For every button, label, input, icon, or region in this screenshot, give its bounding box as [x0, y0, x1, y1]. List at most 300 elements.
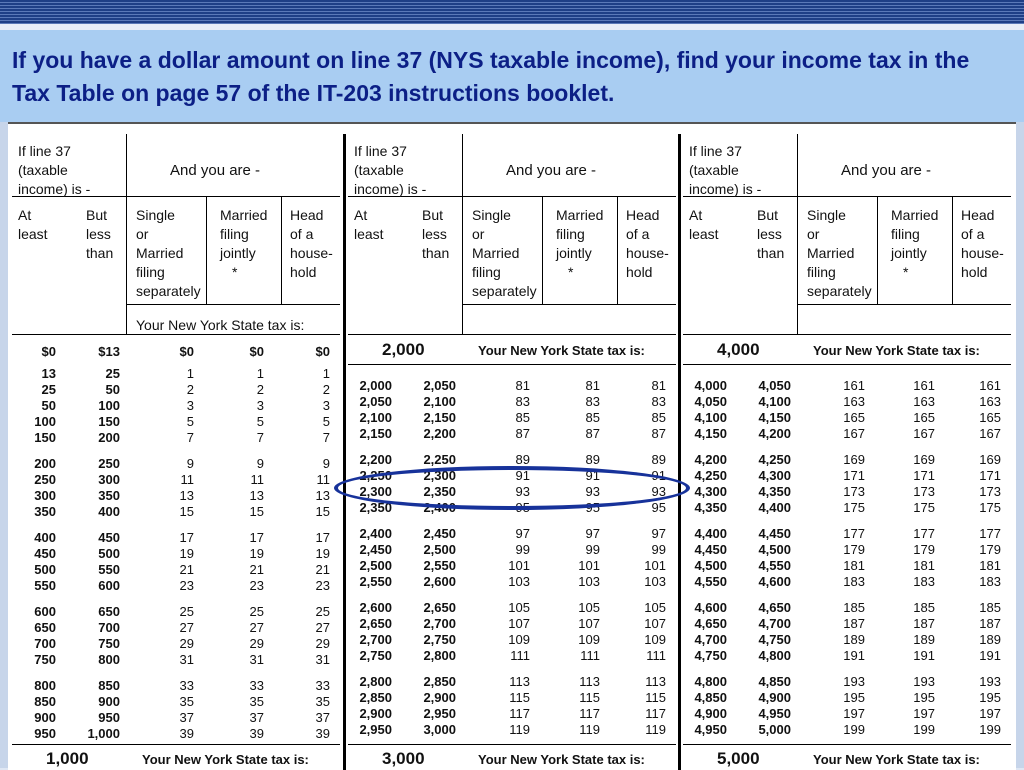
table-row	[683, 574, 1011, 590]
table-cell: 4,850	[694, 690, 727, 705]
table-cell: 17	[249, 530, 264, 545]
table-row	[683, 648, 1011, 664]
table-cell: 115	[645, 690, 666, 705]
table-cell: 191	[913, 648, 935, 663]
table-cell: 4,300	[758, 468, 791, 483]
table-cell: 83	[585, 394, 600, 409]
table-cell: 177	[843, 526, 865, 541]
table-cell: 2,400	[359, 526, 392, 541]
table-cell: 2,050	[359, 394, 392, 409]
table-cell: 189	[979, 632, 1001, 647]
table-cell: 31	[179, 652, 194, 667]
section-end-amount: 3,000	[382, 749, 425, 768]
table-cell: 171	[979, 468, 1001, 483]
table-cell: 19	[249, 546, 264, 561]
table-cell: 13	[41, 366, 56, 381]
label-filing: filing	[136, 264, 165, 280]
table-cell: 31	[315, 652, 330, 667]
table-cell: 9	[256, 456, 264, 471]
label-than: than	[757, 245, 785, 261]
table-cell: 2,250	[359, 468, 392, 483]
section-start-amount: 4,000	[717, 340, 760, 359]
table-row	[12, 366, 340, 382]
table-cell: 1,000	[87, 726, 120, 741]
table-row	[683, 722, 1011, 738]
table-cell: 37	[315, 710, 330, 725]
table-cell: 189	[913, 632, 935, 647]
table-cell: 2,200	[359, 452, 392, 467]
table-cell: 107	[644, 616, 666, 631]
table-cell: 2,450	[423, 526, 456, 541]
table-cell: 163	[979, 394, 1001, 409]
table-cell: 169	[979, 452, 1001, 467]
table-cell: 15	[179, 504, 194, 519]
label-least: least	[18, 226, 48, 242]
table-cell: 171	[913, 468, 935, 483]
label-of-a: of a	[626, 226, 650, 242]
table-cell: 197	[913, 706, 935, 721]
table-row	[683, 394, 1011, 410]
table-cell: 113	[645, 674, 666, 689]
label-than: than	[86, 245, 114, 261]
table-cell: 2,900	[423, 690, 456, 705]
table-cell: 2,500	[359, 558, 392, 573]
rule	[348, 334, 676, 335]
table-cell: 181	[979, 558, 1001, 573]
table-cell: 83	[651, 394, 666, 409]
label-at: At	[689, 207, 703, 223]
table-cell: 950	[34, 726, 56, 741]
table-cell: 101	[508, 558, 530, 573]
table-cell: 400	[98, 504, 120, 519]
table-cell: 27	[249, 620, 264, 635]
label-and-you-are: And you are -	[170, 162, 261, 179]
table-cell: 550	[98, 562, 120, 577]
table-cell: 17	[179, 530, 194, 545]
table-cell: 37	[179, 710, 194, 725]
slide-header	[0, 30, 1024, 122]
table-cell: 193	[913, 674, 935, 689]
rule	[683, 744, 1011, 745]
label-separately: separately	[472, 283, 537, 299]
rule	[542, 196, 543, 304]
table-cell: 85	[651, 410, 666, 425]
table-cell: 173	[979, 484, 1001, 499]
table-cell: 300	[98, 472, 120, 487]
table-cell: 161	[913, 378, 935, 393]
table-cell: 23	[179, 578, 194, 593]
rule	[683, 334, 1011, 335]
label-filing-jointly: filing	[220, 226, 249, 242]
table-row	[348, 616, 676, 632]
table-cell: 2,450	[359, 542, 392, 557]
table-cell: 100	[34, 414, 56, 429]
table-cell: 187	[979, 616, 1001, 631]
table-cell: 99	[585, 542, 600, 557]
label-jointly: jointly	[556, 245, 592, 261]
table-cell: 4,100	[694, 410, 727, 425]
table-cell: 29	[249, 636, 264, 651]
table-cell: 2,750	[423, 632, 456, 647]
table-cell: 4,700	[758, 616, 791, 631]
table-cell: 195	[979, 690, 1001, 705]
table-row	[348, 526, 676, 542]
table-cell: 93	[651, 484, 666, 499]
table-cell: 2,850	[359, 690, 392, 705]
table-cell: 29	[315, 636, 330, 651]
table-cell: 171	[843, 468, 865, 483]
table-row	[348, 690, 676, 706]
table-row	[12, 710, 340, 726]
table-cell: 300	[34, 488, 56, 503]
table-cell: 161	[979, 378, 1001, 393]
table-cell: 700	[98, 620, 120, 635]
label-at: At	[354, 207, 368, 223]
table-cell: 107	[578, 616, 600, 631]
table-cell: 83	[515, 394, 530, 409]
table-cell: 4,650	[758, 600, 791, 615]
table-cell: 50	[41, 398, 56, 413]
table-cell: 9	[322, 456, 330, 471]
table-cell: 163	[913, 394, 935, 409]
table-row	[348, 426, 676, 442]
table-cell: 400	[34, 530, 56, 545]
tax-table-panel-3	[683, 134, 1011, 770]
table-row	[683, 690, 1011, 706]
table-cell: 119	[645, 722, 666, 737]
table-cell: 105	[644, 600, 666, 615]
table-cell: 97	[585, 526, 600, 541]
table-row	[12, 694, 340, 710]
table-row	[12, 472, 340, 488]
right-margin	[1016, 122, 1024, 768]
table-cell: 15	[315, 504, 330, 519]
table-cell: 89	[515, 452, 530, 467]
label-filing-jointly: filing	[891, 226, 920, 242]
table-row	[12, 504, 340, 520]
table-row	[348, 722, 676, 738]
table-cell: 2,700	[423, 616, 456, 631]
table-cell: 25	[41, 382, 56, 397]
table-cell: 39	[179, 726, 194, 741]
table-row	[683, 600, 1011, 616]
table-cell: 193	[979, 674, 1001, 689]
table-cell: 2,300	[359, 484, 392, 499]
table-cell: 800	[34, 678, 56, 693]
table-cell: 191	[843, 648, 865, 663]
table-cell: 5,000	[758, 722, 791, 737]
table-row	[683, 542, 1011, 558]
table-row	[683, 616, 1011, 632]
label-income-is: income) is -	[689, 181, 762, 197]
label-filing: filing	[472, 264, 501, 280]
table-cell: 3	[322, 398, 330, 413]
table-cell: $0	[41, 344, 56, 359]
label-least: least	[689, 226, 719, 242]
table-cell: 119	[579, 722, 600, 737]
table-cell: 119	[509, 722, 530, 737]
table-cell: 185	[843, 600, 865, 615]
table-cell: 199	[913, 722, 935, 737]
label-single: Single	[136, 207, 175, 223]
table-cell: 169	[843, 452, 865, 467]
table-cell: 4,150	[758, 410, 791, 425]
table-cell: 87	[585, 426, 600, 441]
table-cell: 87	[651, 426, 666, 441]
table-cell: 175	[843, 500, 865, 515]
label-but: But	[422, 207, 444, 223]
table-row	[348, 706, 676, 722]
table-cell: 4,650	[694, 616, 727, 631]
label-but: But	[86, 207, 108, 223]
table-cell: 165	[843, 410, 865, 425]
table-cell: 4,700	[694, 632, 727, 647]
rule	[206, 196, 207, 304]
table-cell: 750	[98, 636, 120, 651]
table-cell: 350	[98, 488, 120, 503]
table-cell: 113	[579, 674, 600, 689]
table-cell: 167	[843, 426, 865, 441]
table-cell: 85	[515, 410, 530, 425]
label-than: than	[422, 245, 450, 261]
table-row	[348, 632, 676, 648]
table-cell: 2,350	[359, 500, 392, 515]
rule	[617, 196, 618, 304]
label-tax-is: Your New York State tax is:	[136, 317, 305, 333]
table-cell: 85	[585, 410, 600, 425]
table-cell: 950	[98, 710, 120, 725]
table-cell: 2	[186, 382, 194, 397]
table-row	[683, 452, 1011, 468]
table-cell: 185	[979, 600, 1001, 615]
table-cell: 100	[98, 398, 120, 413]
table-cell: 850	[98, 678, 120, 693]
table-row	[683, 674, 1011, 690]
table-cell: 111	[580, 648, 600, 663]
table-cell: 4,000	[694, 378, 727, 393]
table-cell: 2,950	[423, 706, 456, 721]
label-taxable: (taxable	[18, 162, 68, 178]
table-cell: 2,500	[423, 542, 456, 557]
table-cell: 500	[34, 562, 56, 577]
table-row	[683, 706, 1011, 722]
table-cell: 115	[509, 690, 530, 705]
label-less: less	[86, 226, 111, 242]
table-cell: 5	[256, 414, 264, 429]
table-row	[12, 530, 340, 546]
table-cell: 2,650	[423, 600, 456, 615]
rule	[281, 196, 282, 304]
table-cell: 109	[644, 632, 666, 647]
label-tax-is: Your New York State tax is:	[813, 343, 980, 358]
table-cell: 500	[98, 546, 120, 561]
table-cell: 175	[913, 500, 935, 515]
table-cell: 4,850	[758, 674, 791, 689]
label-head: Head	[626, 207, 660, 223]
table-cell: 1	[322, 366, 330, 381]
table-cell: 13	[315, 488, 330, 503]
label-tax-is: Your New York State tax is:	[142, 752, 309, 767]
table-cell: 4,150	[694, 426, 727, 441]
label-married-jointly: Married	[220, 207, 268, 223]
table-cell: 25	[249, 604, 264, 619]
table-cell: 103	[578, 574, 600, 589]
table-cell: 250	[34, 472, 56, 487]
table-row	[12, 546, 340, 562]
table-cell: 2,350	[423, 484, 456, 499]
rule	[348, 744, 676, 745]
table-cell: 200	[98, 430, 120, 445]
table-cell: 15	[249, 504, 264, 519]
table-cell: $0	[179, 344, 194, 359]
table-row	[12, 578, 340, 594]
label-single: Single	[807, 207, 846, 223]
table-cell: 167	[913, 426, 935, 441]
table-cell: 4,050	[758, 378, 791, 393]
table-cell: 700	[34, 636, 56, 651]
label-taxable: (taxable	[354, 162, 404, 178]
label-married: Married	[136, 245, 184, 261]
table-cell: 91	[585, 468, 600, 483]
table-cell: 4,500	[694, 558, 727, 573]
table-row	[683, 426, 1011, 442]
table-cell: 103	[644, 574, 666, 589]
table-cell: 199	[979, 722, 1001, 737]
table-row	[12, 678, 340, 694]
table-cell: 175	[979, 500, 1001, 515]
table-cell: 11	[250, 472, 264, 487]
table-cell: 2,650	[359, 616, 392, 631]
table-cell: 2,600	[423, 574, 456, 589]
table-cell: 25	[315, 604, 330, 619]
table-row	[683, 558, 1011, 574]
rule	[126, 304, 340, 305]
table-cell: 450	[98, 530, 120, 545]
label-jointly: jointly	[220, 245, 256, 261]
table-row	[12, 652, 340, 668]
table-cell: 81	[585, 378, 600, 393]
tax-table-panel-1	[12, 134, 340, 770]
table-cell: 4,550	[758, 558, 791, 573]
table-cell: 4,400	[694, 526, 727, 541]
table-cell: 183	[843, 574, 865, 589]
table-cell: 4,950	[694, 722, 727, 737]
table-cell: 191	[979, 648, 1001, 663]
table-cell: 550	[34, 578, 56, 593]
table-cell: $13	[98, 344, 120, 359]
table-cell: 19	[179, 546, 194, 561]
table-cell: 4,900	[694, 706, 727, 721]
table-cell: 4,200	[694, 452, 727, 467]
table-row	[12, 382, 340, 398]
table-cell: 117	[579, 706, 600, 721]
table-cell: 199	[843, 722, 865, 737]
table-cell: 181	[843, 558, 865, 573]
table-cell: 2,600	[359, 600, 392, 615]
table-cell: 179	[843, 542, 865, 557]
table-cell: 95	[515, 500, 530, 515]
table-cell: 109	[508, 632, 530, 647]
table-cell: 163	[843, 394, 865, 409]
rule	[348, 364, 676, 365]
table-cell: 3,000	[423, 722, 456, 737]
label-house: house-	[290, 245, 333, 261]
label-of-a: of a	[961, 226, 985, 242]
label-taxable: (taxable	[689, 162, 739, 178]
table-cell: 2,900	[359, 706, 392, 721]
table-cell: 900	[34, 710, 56, 725]
table-row	[348, 574, 676, 590]
header-text: If you have a dollar amount on line 37 (NYS taxable income), find your income tax in the Tax Table on page 57 of the IT-203 instructions booklet.	[12, 47, 970, 106]
table-cell: 167	[979, 426, 1001, 441]
tax-table-document	[8, 122, 1016, 770]
label-house: house-	[961, 245, 1004, 261]
table-cell: 2,200	[423, 426, 456, 441]
label-hold: hold	[626, 264, 653, 280]
table-cell: 5	[322, 414, 330, 429]
label-if-line: If line 37	[354, 143, 407, 159]
label-married: Married	[472, 245, 520, 261]
label-house: house-	[626, 245, 669, 261]
table-cell: 19	[315, 546, 330, 561]
table-cell: 750	[34, 652, 56, 667]
table-row	[12, 456, 340, 472]
table-cell: 11	[316, 472, 330, 487]
table-cell: 35	[315, 694, 330, 709]
table-cell: 27	[179, 620, 194, 635]
table-cell: 33	[315, 678, 330, 693]
top-decorative-bar	[0, 0, 1024, 30]
table-cell: 9	[186, 456, 194, 471]
table-cell: 2,150	[359, 426, 392, 441]
table-cell: 169	[913, 452, 935, 467]
highlight-ellipse	[334, 466, 690, 510]
table-cell: 250	[98, 456, 120, 471]
table-cell: 87	[515, 426, 530, 441]
table-cell: 7	[256, 430, 264, 445]
table-cell: 1	[186, 366, 194, 381]
table-cell: 4,550	[694, 574, 727, 589]
label-income-is: income) is -	[18, 181, 91, 197]
table-cell: 4,300	[694, 484, 727, 499]
table-cell: 23	[249, 578, 264, 593]
label-filing: filing	[807, 264, 836, 280]
table-row	[12, 726, 340, 742]
table-cell: 111	[646, 648, 666, 663]
table-cell: 97	[515, 526, 530, 541]
table-row	[348, 394, 676, 410]
table-cell: 173	[913, 484, 935, 499]
table-cell: 33	[179, 678, 194, 693]
label-of-a: of a	[290, 226, 314, 242]
table-cell: 4,500	[758, 542, 791, 557]
table-row	[12, 620, 340, 636]
label-asterisk: *	[232, 264, 238, 280]
table-cell: 97	[651, 526, 666, 541]
table-cell: 2,300	[423, 468, 456, 483]
table-row	[683, 632, 1011, 648]
table-cell: 4,350	[694, 500, 727, 515]
table-cell: 2	[322, 382, 330, 397]
table-cell: 600	[34, 604, 56, 619]
table-cell: 89	[585, 452, 600, 467]
table-cell: 91	[515, 468, 530, 483]
table-cell: 189	[843, 632, 865, 647]
table-cell: 3	[186, 398, 194, 413]
table-cell: 33	[249, 678, 264, 693]
table-cell: 109	[578, 632, 600, 647]
label-or: or	[807, 226, 820, 242]
